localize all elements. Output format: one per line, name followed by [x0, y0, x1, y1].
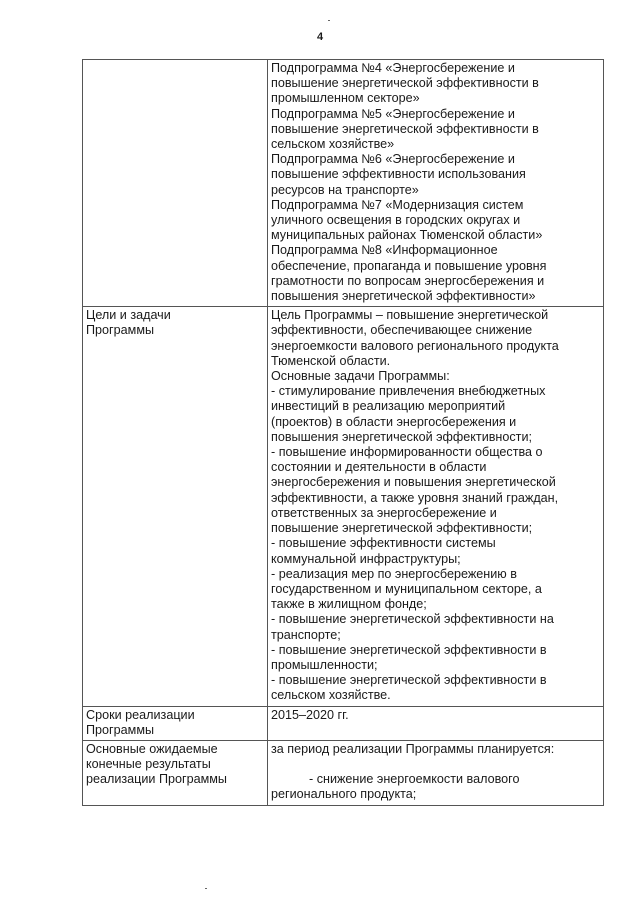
- text-line: 2015–2020 гг.: [271, 707, 349, 722]
- text-line: - повышение эффективности системы: [271, 536, 496, 551]
- row-label-cell: [83, 307, 268, 706]
- text-line: Основные задачи Программы:: [271, 369, 450, 384]
- text-line: промышленности;: [271, 657, 378, 672]
- text-line: Цель Программы – повышение энергетической: [271, 308, 549, 323]
- text-line: промышленном секторе»: [271, 91, 420, 106]
- text-line: ресурсов на транспорте»: [271, 182, 419, 197]
- text-line: Подпрограмма №4 «Энергосбережение и: [271, 61, 515, 75]
- scan-speck: [328, 20, 330, 21]
- text-line: Тюменской области.: [271, 353, 391, 368]
- text-line: - повышение энергетической эффективности в: [271, 642, 547, 657]
- text-line: сельском хозяйстве.: [271, 688, 391, 703]
- text-line: эффективности, обеспечивающее снижение: [271, 323, 533, 338]
- text-line: - реализация мер по энергосбережению в: [271, 566, 517, 581]
- text-line: - снижение энергоемкости валового: [309, 772, 520, 787]
- text-line: повышения энергетической эффективности;: [271, 429, 532, 444]
- text-line: - стимулирование привлечения внебюджетных: [271, 384, 546, 399]
- text-line: (проектов) в области энергосбережения и: [271, 414, 517, 429]
- timeframe-cell: [268, 706, 604, 740]
- row-label: Основные ожидаемые конечные результаты реализации Программы: [86, 741, 227, 787]
- text-line: повышение энергетической эффективности в: [271, 76, 539, 91]
- table-row: [83, 740, 604, 805]
- page-number: 4: [316, 31, 324, 43]
- text-line: энергосбережения и повышения энергетической: [271, 475, 556, 490]
- text-line: повышения энергетической эффективности»: [271, 289, 536, 304]
- goals-cell: [268, 307, 604, 706]
- text-line: Подпрограмма №7 «Модернизация систем: [271, 197, 524, 212]
- text-line: - повышение информированности общества о: [271, 445, 543, 460]
- text-line: также в жилищном фонде;: [271, 597, 427, 612]
- row-label: Сроки реализации Программы: [86, 707, 195, 737]
- scan-speck: [205, 888, 207, 889]
- text-line: Подпрограмма №5 «Энергосбережение и: [271, 106, 515, 121]
- text-line: ответственных за энергосбережение и: [271, 505, 497, 520]
- text-line: грамотности по вопросам энергосбережения и: [271, 273, 545, 288]
- text-line: государственном и муниципальном секторе, а: [271, 581, 542, 596]
- text-line: за период реализации Программы планируется:: [271, 741, 555, 756]
- text-line: повышение эффективности использования: [271, 167, 526, 182]
- text-line: уличного освещения в городских округах и: [271, 213, 521, 228]
- table-row: [83, 706, 604, 740]
- text-line: повышение энергетической эффективности;: [271, 521, 533, 536]
- table-row: [83, 60, 604, 307]
- text-line: эффективности, а также уровня знаний граждан,: [271, 490, 559, 505]
- text-line: транспорте;: [271, 627, 341, 642]
- text-line: состоянии и деятельности в области: [271, 460, 487, 475]
- results-cell: [268, 740, 604, 805]
- text-line: - повышение энергетической эффективности в: [271, 673, 547, 688]
- text-line: Подпрограмма №6 «Энергосбережение и: [271, 152, 515, 167]
- text-line: энергоемкости валового регионального продукта: [271, 338, 559, 353]
- text-line: коммунальной инфраструктуры;: [271, 551, 461, 566]
- text-line: инвестиций в реализацию мероприятий: [271, 399, 506, 414]
- subprograms-cell: [268, 60, 604, 307]
- text-line: сельском хозяйстве»: [271, 137, 395, 152]
- row-label-cell: [83, 60, 268, 307]
- text-line: Подпрограмма №8 «Информационное: [271, 243, 498, 258]
- passport-table: [82, 59, 604, 806]
- text-line: муниципальных районах Тюменской области»: [271, 228, 543, 243]
- text-line: - повышение энергетической эффективности на: [271, 612, 554, 627]
- text-line: регионального продукта;: [271, 787, 417, 802]
- table-row: [83, 307, 604, 706]
- row-label-cell: [83, 706, 268, 740]
- row-label: Цели и задачи Программы: [86, 308, 171, 338]
- row-label-cell: [83, 740, 268, 805]
- text-line: повышение энергетической эффективности в: [271, 121, 539, 136]
- text-line: обеспечение, пропаганда и повышение уровня: [271, 258, 547, 273]
